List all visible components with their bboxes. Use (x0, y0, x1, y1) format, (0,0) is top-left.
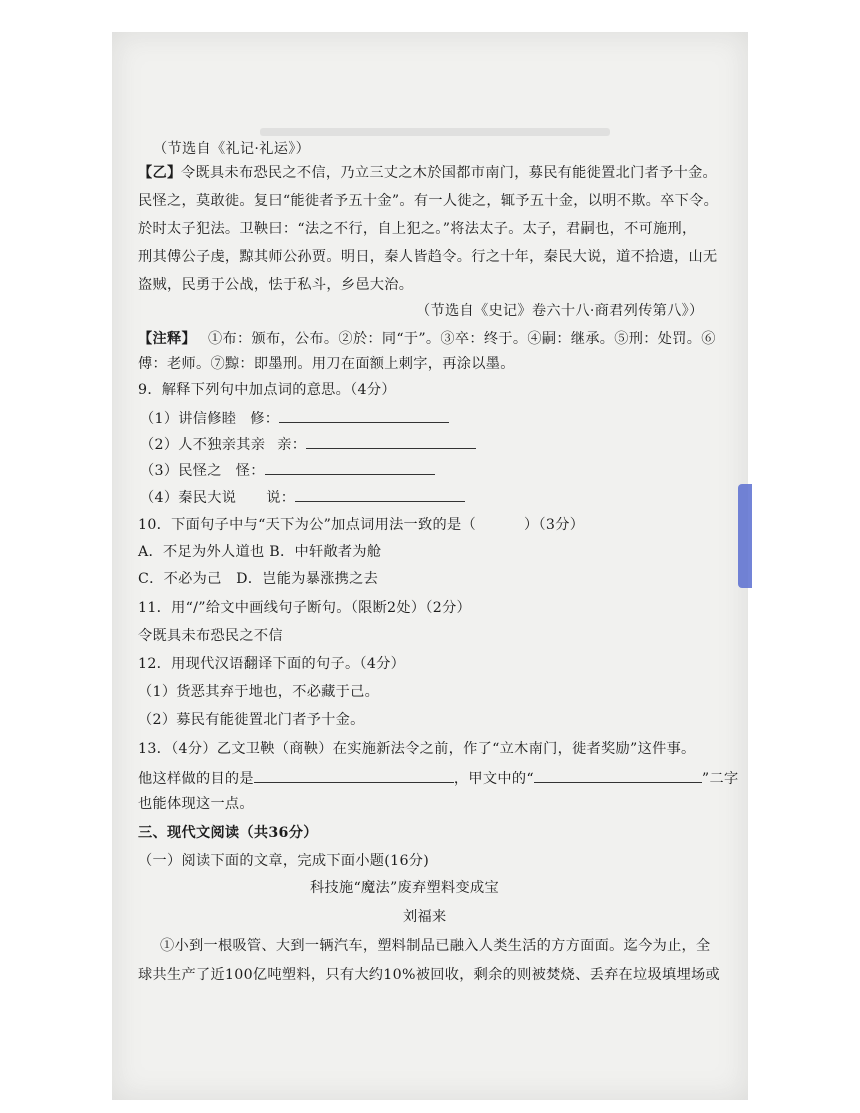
q10-options: A．不足为外人道也 B．中轩敞者为舱 (138, 544, 382, 560)
q9-sentence: （1）讲信修睦 (140, 411, 237, 427)
q9-item (140, 433, 476, 454)
passage-b-line: 民怪之，莫敢徙。复曰“能徙者予五十金”。有一人徙之，辄予五十金，以明不欺。卒下令。 (138, 193, 719, 209)
q10-stem-text: 10．下面句子中与“天下为公”加点词用法一致的是（ (138, 517, 476, 533)
q12-item: （1）货恶其弃于地也，不必藏于己。 (138, 684, 380, 700)
q13-line (138, 767, 738, 788)
article-title: 科技施“魔法”废弃塑料变成宝 (310, 880, 499, 896)
section-heading: 三、现代文阅读（共36分） (138, 825, 318, 841)
q13-text: ”二字 (701, 771, 739, 787)
q9-word: 怪： (235, 463, 265, 479)
blue-page-tab (738, 484, 752, 588)
q10-stem-end: ）（3分） (524, 517, 585, 533)
q11-sentence: 令既具未布恐民之不信 (138, 628, 283, 644)
passage-b-line: 令既具未布恐民之不信，乃立三丈之木於国都市南门，募民有能徙置北门者予十金。 (181, 165, 718, 181)
bleed-through-text (260, 128, 610, 136)
q9-word: 修： (250, 411, 280, 427)
answer-blank[interactable] (254, 767, 454, 783)
q13-text: ，甲文中的“ (453, 771, 534, 787)
answer-blank[interactable] (279, 407, 449, 423)
article-author: 刘福来 (403, 909, 447, 925)
q9-sentence: （3）民怪之 (140, 463, 222, 479)
section-subheading: （一）阅读下面的文章，完成下面小题(16分) (138, 853, 430, 869)
q9-item (140, 459, 435, 480)
answer-blank[interactable] (265, 459, 435, 475)
q11-stem: 11．用“/”给文中画线句子断句。（限断2处）（2分） (138, 600, 472, 616)
q10-options: C．不必为己 D．岂能为暴涨携之去 (138, 571, 379, 587)
q9-sentence: （4）秦民大说 (140, 490, 237, 506)
q13-text: 他这样做的目的是 (138, 771, 254, 787)
q9-item (140, 486, 465, 507)
passage-b-line: 盗贼，民勇于公战，怯于私斗，乡邑大治。 (138, 277, 414, 293)
answer-blank[interactable] (534, 767, 702, 783)
q10-stem (138, 516, 584, 534)
source-b: （节选自《史记》卷六十八·商君列传第八》） (416, 303, 704, 319)
passage-b-tag: 【乙】 (138, 165, 182, 181)
q9-sentence: （2）人不独亲其亲 (140, 437, 266, 453)
q13-line: 13．（4分）乙文卫鞅（商鞅）在实施新法令之前，作了“立木南门，徙者奖励”这件事。 (138, 741, 696, 757)
article-paragraph: ①小到一根吸管、大到一辆汽车，塑料制品已融入人类生活的方方面面。迄今为止，全 (160, 938, 711, 954)
answer-blank[interactable] (295, 486, 465, 502)
q9-item (140, 407, 449, 428)
q9-word: 说： (266, 490, 296, 506)
q12-item: （2）募民有能徙置北门者予十金。 (138, 712, 365, 728)
answer-blank[interactable] (306, 433, 476, 449)
q12-stem: 12．用现代汉语翻译下面的句子。（4分） (138, 656, 406, 672)
notes-tag: 【注释】 (138, 331, 196, 347)
q9-stem: 9．解释下列句中加点词的意思。（4分） (138, 382, 396, 398)
article-paragraph: 球共生产了近100亿吨塑料，只有大约10%被回收，剩余的则被焚烧、丢弃在垃圾填埋场或 (138, 967, 720, 983)
q13-line: 也能体现这一点。 (138, 796, 254, 812)
q9-word: 亲： (277, 437, 307, 453)
notes-line: ①布：颁布，公布。②於：同“于”。③卒：终于。④嗣：继承。⑤刑：处罚。⑥ (208, 331, 716, 347)
notes-line: 傅：老师。⑦黥：即墨刑。用刀在面额上刺字，再涂以墨。 (138, 356, 515, 372)
passage-b-line: 刑其傅公子虔，黥其师公孙贾。明日，秦人皆趋令。行之十年，秦民大说，道不拾遗，山无 (138, 249, 718, 265)
source-a: （节选自《礼记·礼运》） (153, 141, 311, 157)
passage-b-line: 於时太子犯法。卫鞅曰：“法之不行，自上犯之。”将法太子。太子，君嗣也，不可施刑， (138, 221, 697, 237)
